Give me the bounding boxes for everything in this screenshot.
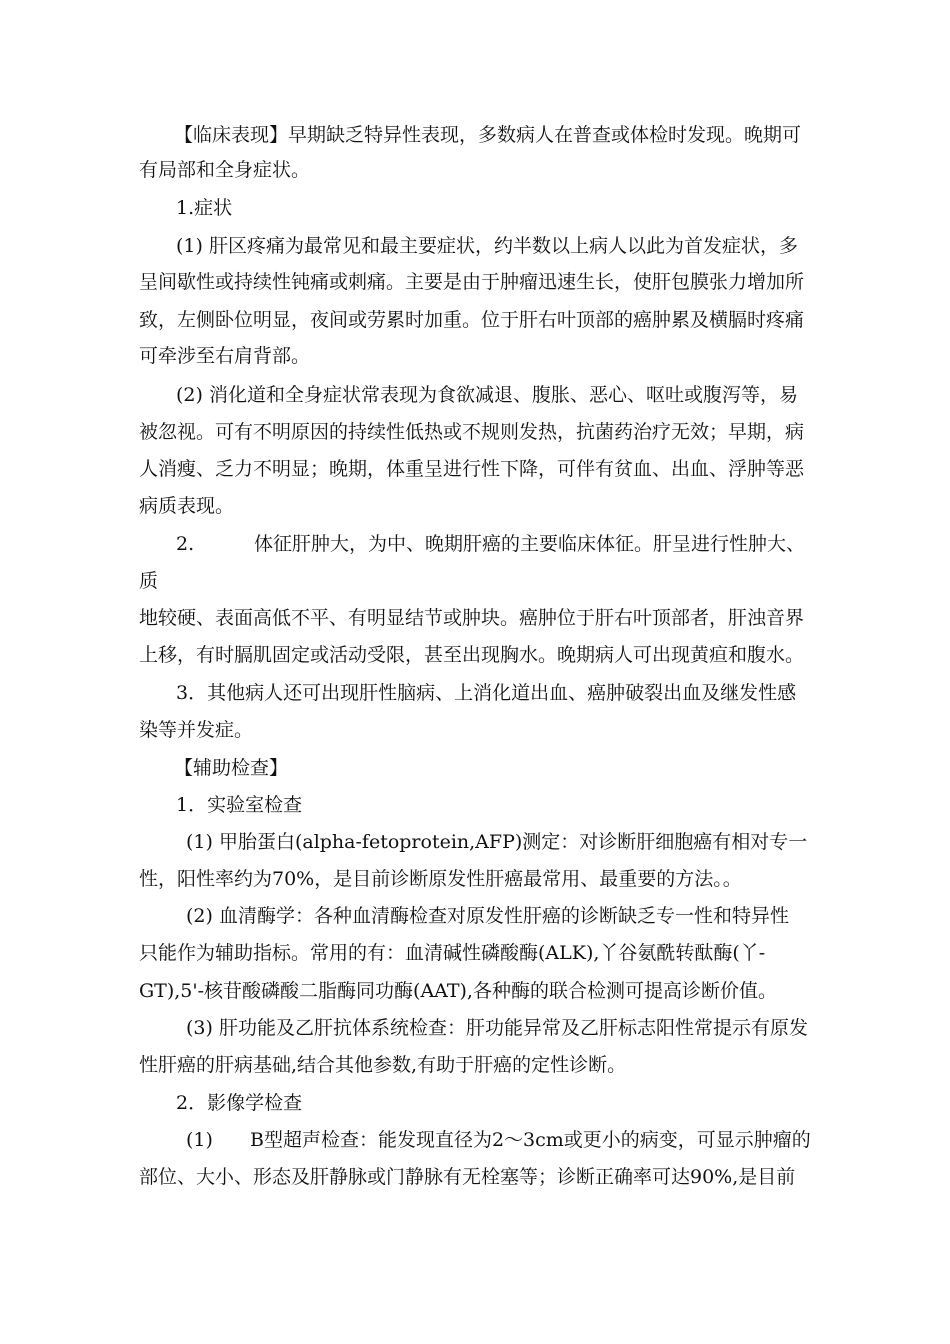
section-heading: 2．影像学检查 (176, 1092, 303, 1114)
text-line: (2) 血清酶学：各种血清酶检查对原发性肝癌的诊断缺乏专一性和特异性 (186, 905, 789, 927)
text-line: (1) 肝区疼痛为最常见和最主要症状，约半数以上病人以此为首发症状，多 (176, 235, 798, 257)
text-line: 被忽视。可有不明原因的持续性低热或不规则发热，抗菌药治疗无效；早期，病 (139, 421, 805, 443)
text-line: 可牵涉至右肩背部。 (139, 345, 311, 367)
text-line: 性肝癌的肝病基础,结合其他参数,有助于肝癌的定性诊断。 (139, 1054, 627, 1076)
text-line: 3．其他病人还可出现肝性脑病、上消化道出血、癌肿破裂出血及继发性感 (176, 682, 797, 704)
text-line: 只能作为辅助指标。常用的有：血清碱性磷酸酶(ALK),丫谷氨酰转酞酶(丫- (139, 942, 766, 964)
text-line: 病质表现。 (139, 495, 235, 517)
text-line: (3) 肝功能及乙肝抗体系统检查：肝功能异常及乙肝标志阳性常提示有原发 (186, 1017, 808, 1039)
text-line: (1) (186, 1129, 213, 1151)
text-line: 上移，有时膈肌固定或活动受限，甚至出现胸水。晚期病人可出现黄疸和腹水。 (139, 644, 805, 666)
text-line: GT),5'-核苷酸磷酸二脂酶同功酶(AAT),各种酶的联合检测可提高诊断价值。 (139, 980, 777, 1002)
text-line: 【临床表现】早期缺乏特异性表现，多数病人在普查或体检时发现。晚期可 (174, 124, 802, 146)
text-line: 有局部和全身症状。 (139, 159, 311, 181)
section-heading: 【辅助检查】 (174, 757, 289, 779)
section-number: 2. (176, 533, 195, 555)
section-heading: 1．实验室检查 (176, 794, 303, 816)
text-line: 性，阳性率约为70%，是目前诊断原发性肝癌最常用、最重要的方法。。 (139, 868, 742, 890)
text-line: 质 (139, 570, 159, 592)
section-heading: 1.症状 (176, 197, 233, 219)
text-line: 体征肝肿大，为中、晚期肝癌的主要临床体征。肝呈进行性肿大、 (254, 533, 806, 555)
text-line: 染等并发症。 (139, 719, 254, 741)
text-line: (2) 消化道和全身症状常表现为食欲减退、腹胀、恶心、呕吐或腹泻等，易 (176, 384, 798, 406)
text-line: 呈间歇性或持续性钝痛或刺痛。主要是由于肿瘤迅速生长，使肝包膜张力增加所 (139, 271, 805, 293)
text-line: 人消瘦、乏力不明显；晚期，体重呈进行性下降，可伴有贫血、出血、浮肿等恶 (139, 458, 805, 480)
text-line: B型超声检查：能发现直径为2～3cm或更小的病变，可显示肿瘤的 (250, 1129, 811, 1151)
text-line: 部位、大小、形态及肝静脉或门静脉有无栓塞等；诊断正确率可达90%,是目前 (139, 1166, 796, 1188)
text-line: 地较硬、表面高低不平、有明显结节或肿块。癌肿位于肝右叶顶部者，肝浊音界 (139, 607, 805, 629)
text-line: (1) 甲胎蛋白(alpha-fetoprotein,AFP)测定：对诊断肝细胞癌有相对专一 (186, 831, 808, 853)
text-line: 致，左侧卧位明显，夜间或劳累时加重。位于肝右叶顶部的癌肿累及横膈时疼痛 (139, 309, 805, 331)
